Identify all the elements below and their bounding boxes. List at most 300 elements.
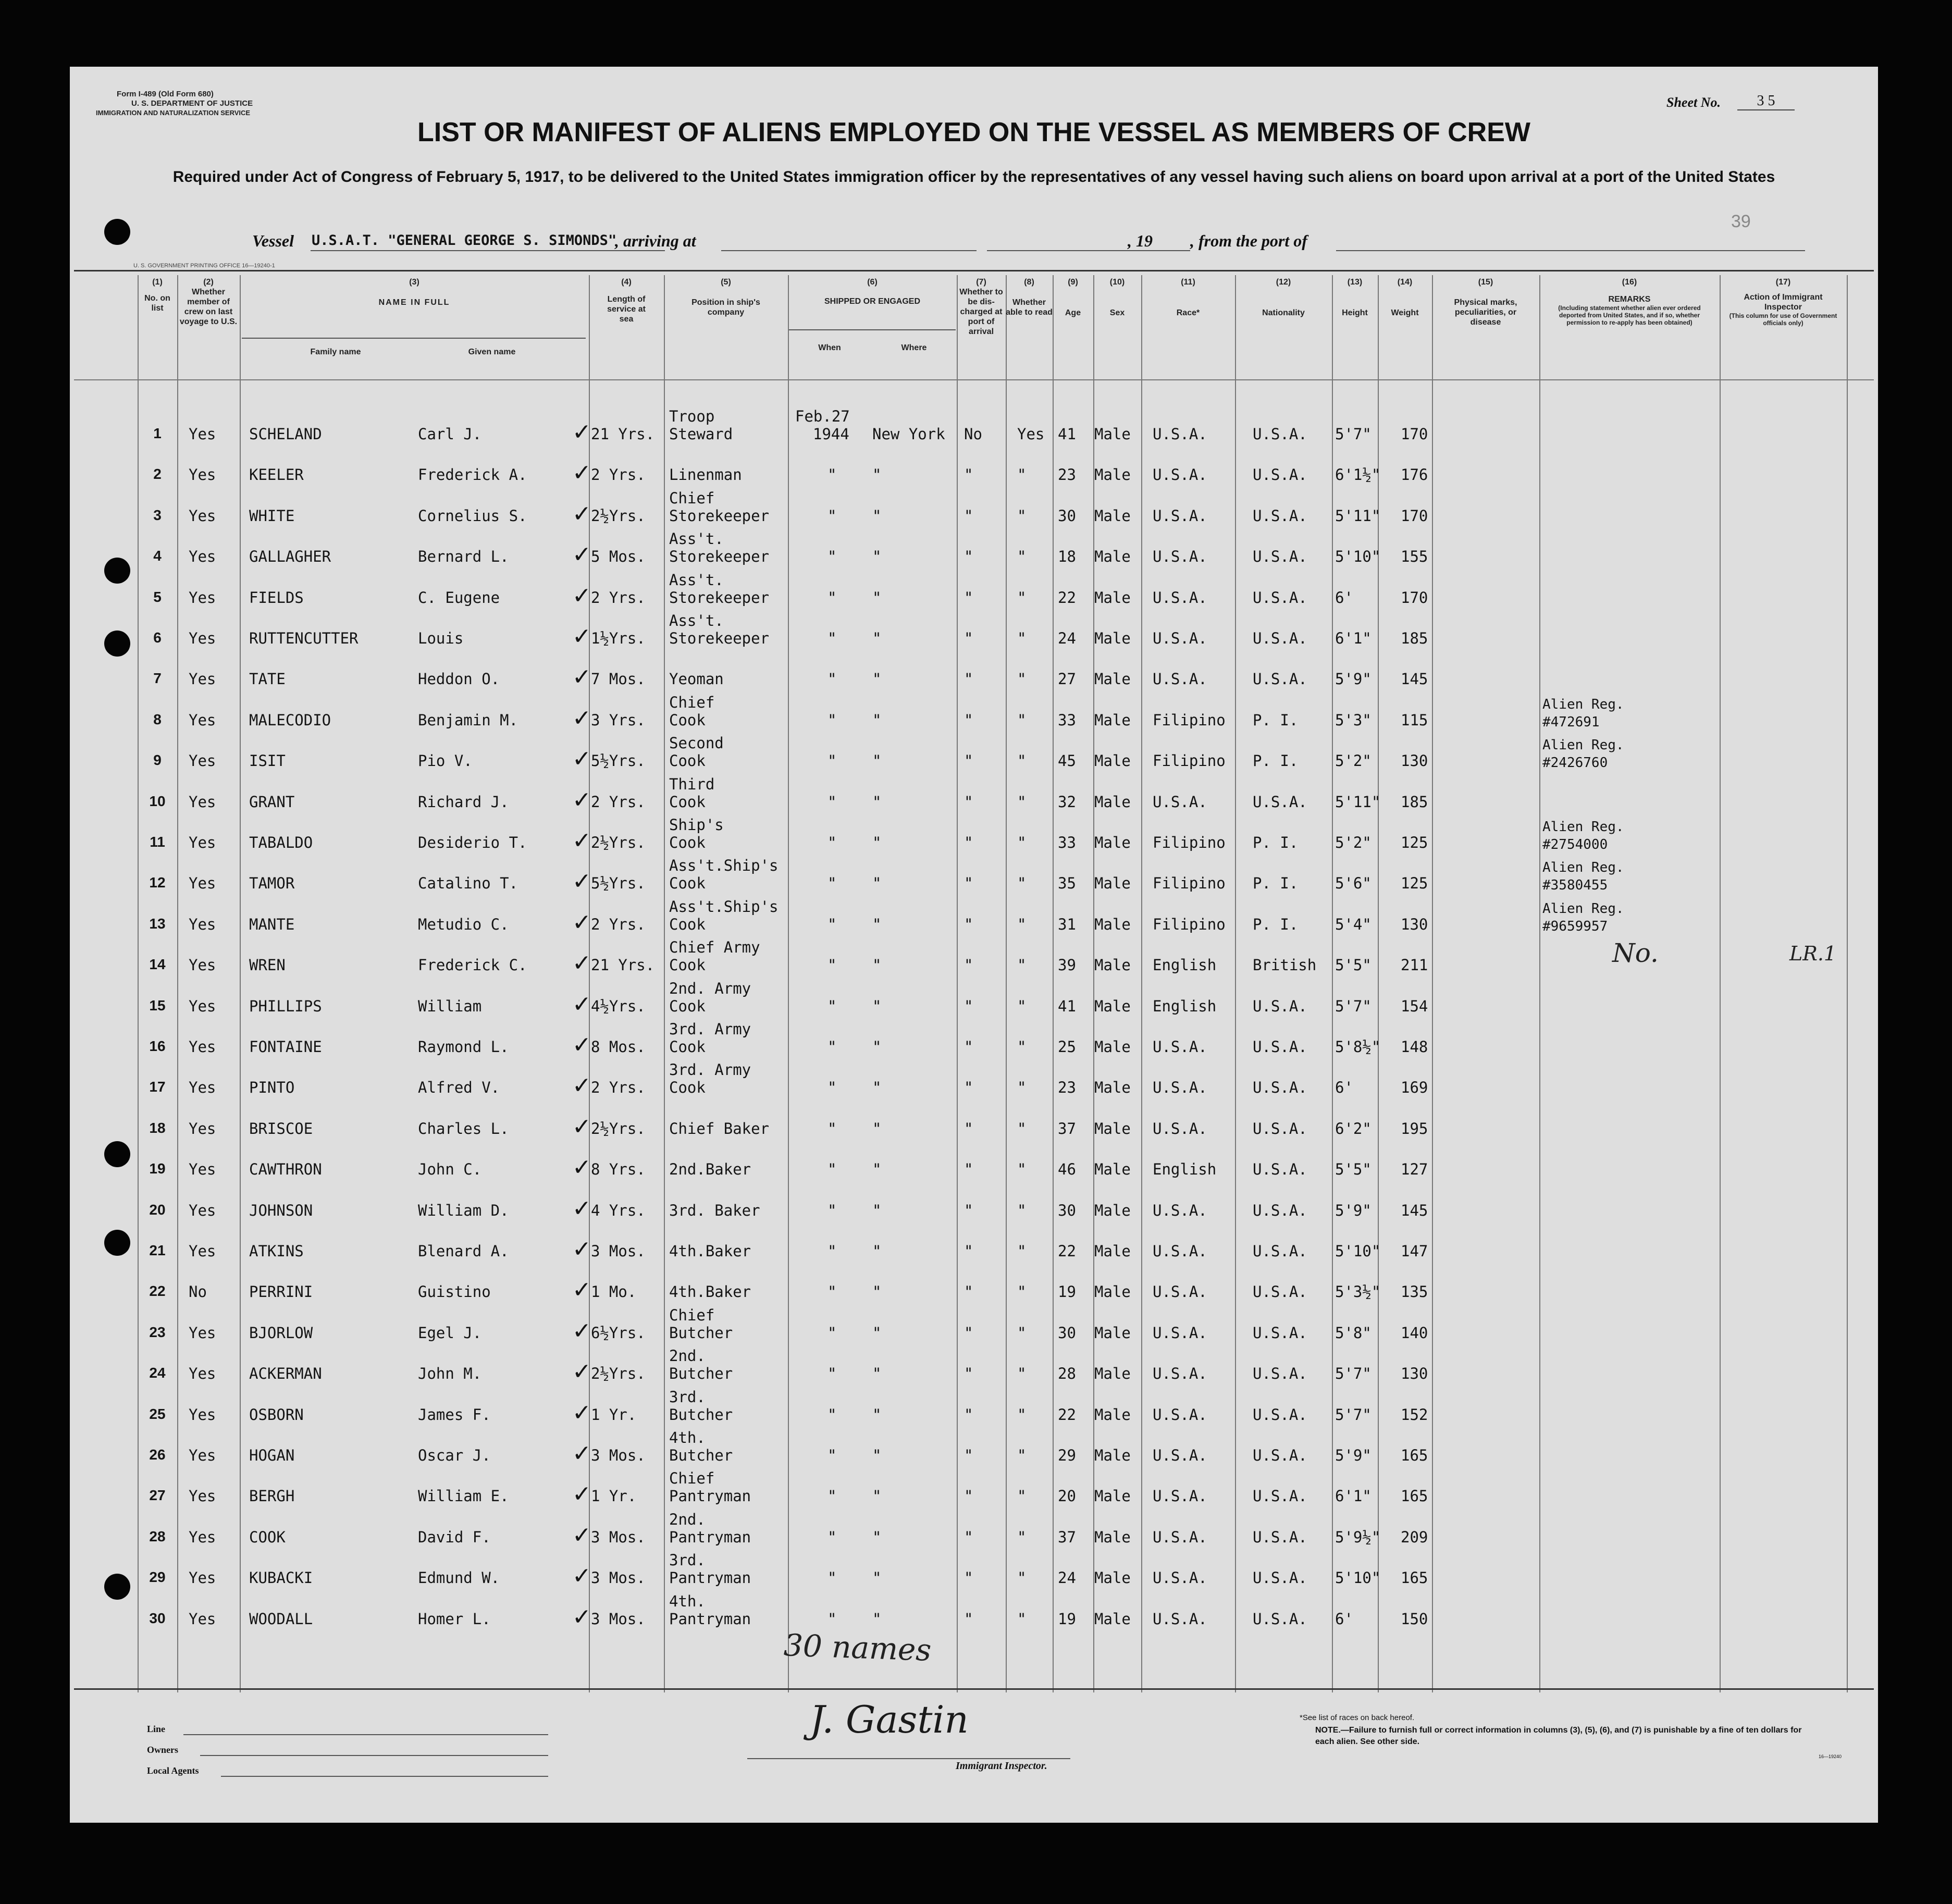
weight: 152 xyxy=(1401,1405,1428,1424)
able-to-read: " xyxy=(1017,1201,1027,1219)
weight: 185 xyxy=(1401,793,1428,811)
family-name: BRISCOE xyxy=(249,1119,313,1138)
table-row xyxy=(70,1238,1878,1279)
able-to-read: " xyxy=(1017,1446,1027,1464)
sex: Male xyxy=(1094,466,1131,484)
row-number: 7 xyxy=(153,670,162,687)
shipped-when xyxy=(827,1283,836,1301)
discharge-status: " xyxy=(964,711,973,729)
race: U.S.A. xyxy=(1153,670,1207,688)
nationality: U.S.A. xyxy=(1253,466,1307,484)
position-line: Cook xyxy=(669,752,706,770)
discharge-status: " xyxy=(964,1365,973,1383)
length-of-service: 2 Yrs. xyxy=(591,793,646,811)
shipped-where: " xyxy=(872,1160,882,1179)
when-line: " xyxy=(827,1365,837,1383)
race: U.S.A. xyxy=(1153,1283,1207,1301)
shipped-when xyxy=(827,1038,836,1056)
length-of-service: 1 Yr. xyxy=(591,1487,637,1505)
weight: 165 xyxy=(1401,1487,1428,1505)
age: 24 xyxy=(1058,629,1076,647)
check-mark-icon: ✓ xyxy=(572,950,591,977)
inspector-signature: J. Gastin xyxy=(810,1698,969,1741)
shipped-where: " xyxy=(872,1569,882,1587)
height: 6'1" xyxy=(1335,1487,1372,1505)
discharge-status: " xyxy=(964,466,973,484)
table-row xyxy=(70,612,1878,666)
binder-hole xyxy=(104,1230,130,1256)
length-of-service: 21 Yrs. xyxy=(591,956,655,974)
shipped-where: " xyxy=(872,506,882,525)
shipped-where: " xyxy=(872,1528,882,1546)
shipped-when xyxy=(827,1528,836,1546)
when-line: " xyxy=(827,874,837,893)
col7-head: (7) Whether to be dis-charged at port of arrival xyxy=(959,278,1003,336)
previous-voyage: Yes xyxy=(189,1487,216,1505)
age: 22 xyxy=(1058,1405,1076,1424)
col15-head: (15) Physical marks, peculiarities, or disease xyxy=(1454,278,1517,327)
table-row xyxy=(70,938,1878,993)
discharge-status: " xyxy=(964,793,973,811)
col12-head: (12) Nationality xyxy=(1262,278,1305,317)
ship-position xyxy=(669,1020,751,1056)
nationality: U.S.A. xyxy=(1253,793,1307,811)
col8-head: (8) Whether able to read xyxy=(1006,278,1053,317)
family-name: PINTO xyxy=(249,1079,295,1097)
races-note: *See list of races on back hereof. xyxy=(1300,1713,1415,1722)
race: U.S.A. xyxy=(1153,506,1207,525)
able-to-read: " xyxy=(1017,1528,1027,1546)
family-name: PERRINI xyxy=(249,1283,313,1301)
height: 5'7" xyxy=(1335,425,1372,443)
weight: 169 xyxy=(1401,1079,1428,1097)
race: U.S.A. xyxy=(1153,1079,1207,1097)
table-row xyxy=(70,1020,1878,1074)
line-underline xyxy=(183,1734,548,1735)
age: 23 xyxy=(1058,1079,1076,1097)
family-name: OSBORN xyxy=(249,1405,304,1424)
family-name: ATKINS xyxy=(249,1242,304,1260)
discharge-status: " xyxy=(964,670,973,688)
race: U.S.A. xyxy=(1153,1487,1207,1505)
race: U.S.A. xyxy=(1153,793,1207,811)
shipped-where: " xyxy=(872,1079,882,1097)
discharge-status: " xyxy=(964,548,973,566)
able-to-read: " xyxy=(1017,588,1027,607)
shipped-where: " xyxy=(872,752,882,770)
check-mark-icon: ✓ xyxy=(572,827,591,854)
shipped-where: " xyxy=(872,588,882,607)
given-name: David F. xyxy=(418,1528,491,1546)
check-mark-icon: ✓ xyxy=(572,460,591,487)
shipped-where: " xyxy=(872,1365,882,1383)
shipped-when xyxy=(827,874,836,892)
position-line: Ass't. xyxy=(669,530,724,548)
able-to-read: Yes xyxy=(1017,425,1045,443)
family-name: CAWTHRON xyxy=(249,1160,322,1179)
sex: Male xyxy=(1094,1079,1131,1097)
position-line: 3rd. Baker xyxy=(669,1201,760,1219)
height: 5'8½" xyxy=(1335,1038,1381,1056)
name-divider xyxy=(242,338,586,339)
height: 5'11" xyxy=(1335,506,1381,525)
ship-position xyxy=(669,1429,733,1464)
position-line: Ass't.Ship's xyxy=(669,857,779,875)
position-line: 4th.Baker xyxy=(669,1283,751,1301)
col14-head: (14) Weight xyxy=(1391,278,1419,317)
height: 5'2" xyxy=(1335,752,1372,770)
shipped-where: " xyxy=(872,793,882,811)
length-of-service: 4 Yrs. xyxy=(591,1201,646,1219)
discharge-status: " xyxy=(964,1569,973,1587)
row-number: 13 xyxy=(149,915,166,932)
when-line: " xyxy=(827,711,837,729)
able-to-read: " xyxy=(1017,548,1027,566)
given-name: Egel J. xyxy=(418,1324,482,1342)
position-line: Storekeeper xyxy=(669,629,770,647)
able-to-read: " xyxy=(1017,1405,1027,1424)
table-row xyxy=(70,1347,1878,1401)
race: English xyxy=(1153,1160,1217,1179)
given-name: Metudio C. xyxy=(418,915,509,933)
row-number: 30 xyxy=(149,1610,166,1626)
position-line: Cook xyxy=(669,1079,706,1097)
sex: Male xyxy=(1094,548,1131,566)
able-to-read: " xyxy=(1017,670,1027,688)
form-code: 16—19240 xyxy=(1819,1754,1842,1759)
weight: 127 xyxy=(1401,1160,1428,1179)
able-to-read: " xyxy=(1017,752,1027,770)
when-line: " xyxy=(827,1160,837,1179)
race: U.S.A. xyxy=(1153,1610,1207,1628)
discharge-status: " xyxy=(964,1610,973,1628)
given-name: C. Eugene xyxy=(418,588,500,607)
weight: 130 xyxy=(1401,752,1428,770)
shipped-where: " xyxy=(872,1446,882,1464)
ship-position xyxy=(669,938,760,974)
age: 31 xyxy=(1058,915,1076,933)
shipped-when xyxy=(827,589,836,607)
discharge-status: " xyxy=(964,874,973,893)
position-line: Cook xyxy=(669,834,706,851)
length-of-service: 2½Yrs. xyxy=(591,1119,646,1138)
age: 23 xyxy=(1058,466,1076,484)
when-line: " xyxy=(827,752,837,770)
previous-voyage: Yes xyxy=(189,506,216,525)
page-title: LIST OR MANIFEST OF ALIENS EMPLOYED ON THE VESSEL AS MEMBERS OF CREW xyxy=(417,117,1530,147)
position-line: Ass't. xyxy=(669,571,724,589)
shipped-where: " xyxy=(872,548,882,566)
height: 5'10" xyxy=(1335,1242,1381,1260)
age: 46 xyxy=(1058,1160,1076,1179)
height: 5'10" xyxy=(1335,548,1381,566)
row-number: 24 xyxy=(149,1365,166,1381)
position-line: 4th. xyxy=(669,1429,706,1446)
row-number: 10 xyxy=(149,793,166,809)
shipped-where: " xyxy=(872,915,882,933)
check-mark-icon: ✓ xyxy=(572,623,591,650)
position-line: 3rd. Army xyxy=(669,1020,751,1038)
position-line: Ass't. xyxy=(669,612,724,629)
weight: 170 xyxy=(1401,425,1428,443)
discharge-status: " xyxy=(964,1038,973,1056)
shipped-when xyxy=(827,1324,836,1342)
ship-position xyxy=(669,1388,733,1424)
nationality: U.S.A. xyxy=(1253,1201,1307,1219)
able-to-read: " xyxy=(1017,629,1027,647)
discharge-status: " xyxy=(964,956,973,974)
given-name: Heddon O. xyxy=(418,670,500,688)
length-of-service: 3 Yrs. xyxy=(591,711,646,729)
position-line: 2nd. xyxy=(669,1347,706,1365)
nationality: British xyxy=(1253,956,1317,974)
family-name: TATE xyxy=(249,670,286,688)
when-line: " xyxy=(827,1283,837,1301)
position-line: Chief xyxy=(669,489,715,507)
sex: Male xyxy=(1094,793,1131,811)
nationality: U.S.A. xyxy=(1253,1405,1307,1424)
race: U.S.A. xyxy=(1153,1119,1207,1138)
length-of-service: 1½Yrs. xyxy=(591,629,646,647)
shipped-when xyxy=(827,629,836,647)
family-name: KEELER xyxy=(249,466,304,484)
ship-position xyxy=(669,1592,751,1628)
col13-head: (13) Height xyxy=(1342,278,1368,317)
when-line: " xyxy=(827,915,837,933)
shipped-when xyxy=(795,407,850,443)
header-rule xyxy=(74,270,1874,271)
sex: Male xyxy=(1094,1242,1131,1260)
given-name: Alfred V. xyxy=(418,1079,500,1097)
given-name-head: Given name xyxy=(468,348,516,356)
col9-head: (9) Age xyxy=(1065,278,1081,317)
able-to-read: " xyxy=(1017,1487,1027,1505)
able-to-read: " xyxy=(1017,1038,1027,1056)
when-line: " xyxy=(827,1324,837,1342)
ship-position xyxy=(669,980,751,1015)
check-mark-icon: ✓ xyxy=(572,909,591,936)
previous-voyage: Yes xyxy=(189,1405,216,1424)
check-mark-icon: ✓ xyxy=(572,1399,591,1426)
nationality: P. I. xyxy=(1253,834,1299,851)
age: 37 xyxy=(1058,1119,1076,1138)
height: 5'7" xyxy=(1335,997,1372,1015)
able-to-read: " xyxy=(1017,1324,1027,1342)
nationality: U.S.A. xyxy=(1253,1079,1307,1097)
shipped-divider xyxy=(789,329,956,330)
sex: Male xyxy=(1094,1160,1131,1179)
race: U.S.A. xyxy=(1153,1528,1207,1546)
age: 45 xyxy=(1058,752,1076,770)
shipped-when xyxy=(827,1242,836,1260)
row-number: 11 xyxy=(150,834,165,850)
length-of-service: 2 Yrs. xyxy=(591,915,646,933)
age: 25 xyxy=(1058,1038,1076,1056)
check-mark-icon: ✓ xyxy=(572,1481,591,1508)
check-mark-icon: ✓ xyxy=(572,1563,591,1590)
shipped-where: " xyxy=(872,466,882,484)
shipped-when xyxy=(827,1610,836,1628)
previous-voyage: Yes xyxy=(189,548,216,566)
check-mark-icon: ✓ xyxy=(572,991,591,1018)
position-line: Pantryman xyxy=(669,1610,751,1628)
position-line: Cook xyxy=(669,1038,706,1056)
height: 5'4" xyxy=(1335,915,1372,933)
given-name: Benjamin M. xyxy=(418,711,518,729)
length-of-service: 1 Mo. xyxy=(591,1283,637,1301)
height: 6'1½" xyxy=(1335,466,1381,484)
length-of-service: 3 Mos. xyxy=(591,1446,646,1464)
height: 5'2" xyxy=(1335,834,1372,851)
position-line: 2nd. xyxy=(669,1510,706,1528)
sex: Male xyxy=(1094,588,1131,607)
length-of-service: 6½Yrs. xyxy=(591,1324,646,1342)
shipped-when xyxy=(827,956,836,974)
sex: Male xyxy=(1094,1365,1131,1383)
weight: 170 xyxy=(1401,506,1428,525)
row-number: 26 xyxy=(149,1446,166,1463)
sheet-label: Sheet No. xyxy=(1666,95,1721,110)
given-name: Louis xyxy=(418,629,464,647)
length-of-service: 5 Mos. xyxy=(591,548,646,566)
ship-position xyxy=(669,530,769,565)
previous-voyage: Yes xyxy=(189,1569,216,1587)
height: 6'2" xyxy=(1335,1119,1372,1138)
weight: 147 xyxy=(1401,1242,1428,1260)
able-to-read: " xyxy=(1017,956,1027,974)
position-line: Chief Baker xyxy=(669,1119,770,1138)
arriving-underline xyxy=(721,250,977,251)
discharge-status: " xyxy=(964,834,973,851)
race: English xyxy=(1153,997,1217,1015)
position-line: Storekeeper xyxy=(669,548,770,566)
height: 5'9" xyxy=(1335,1446,1372,1464)
height: 5'7" xyxy=(1335,1405,1372,1424)
sex: Male xyxy=(1094,956,1131,974)
previous-voyage: Yes xyxy=(189,956,216,974)
length-of-service: 21 Yrs. xyxy=(591,425,655,443)
shipped-where: " xyxy=(872,629,882,647)
height: 6' xyxy=(1335,588,1353,607)
race: U.S.A. xyxy=(1153,1324,1207,1342)
position-line: Cook xyxy=(669,997,706,1015)
table-row xyxy=(70,1469,1878,1524)
family-name: MANTE xyxy=(249,915,295,933)
previous-voyage: Yes xyxy=(189,1201,216,1219)
weight: 176 xyxy=(1401,466,1428,484)
given-name: Pio V. xyxy=(418,752,473,770)
given-name: Desiderio T. xyxy=(418,834,527,851)
check-mark-icon: ✓ xyxy=(572,1358,591,1386)
nationality: U.S.A. xyxy=(1253,588,1307,607)
weight: 125 xyxy=(1401,874,1428,893)
race: U.S.A. xyxy=(1153,588,1207,607)
sex: Male xyxy=(1094,506,1131,525)
able-to-read: " xyxy=(1017,915,1027,933)
check-mark-icon: ✓ xyxy=(572,1317,591,1344)
age: 30 xyxy=(1058,1201,1076,1219)
race: Filipino xyxy=(1153,915,1226,933)
shipped-where: New York xyxy=(872,425,945,443)
printing-office: U. S. GOVERNMENT PRINTING OFFICE 16—19240-1 xyxy=(133,263,275,269)
discharge-status: " xyxy=(964,1487,973,1505)
shipped-where: " xyxy=(872,956,882,974)
length-of-service: 2 Yrs. xyxy=(591,1079,646,1097)
nationality: U.S.A. xyxy=(1253,548,1307,566)
weight: 195 xyxy=(1401,1119,1428,1138)
race: U.S.A. xyxy=(1153,1405,1207,1424)
shipped-where: " xyxy=(872,997,882,1015)
check-mark-icon: ✓ xyxy=(572,1032,591,1058)
nationality: U.S.A. xyxy=(1253,1038,1307,1056)
weight: 145 xyxy=(1401,670,1428,688)
weight: 135 xyxy=(1401,1283,1428,1301)
owners-underline xyxy=(200,1755,548,1756)
family-name: GALLAGHER xyxy=(249,548,331,566)
check-mark-icon: ✓ xyxy=(572,868,591,895)
height: 5'6" xyxy=(1335,874,1372,893)
shipped-when xyxy=(827,1079,836,1096)
weight: 125 xyxy=(1401,834,1428,851)
when-line: " xyxy=(827,588,837,607)
table-row xyxy=(70,1388,1878,1442)
given-name: Cornelius S. xyxy=(418,506,527,525)
race: Filipino xyxy=(1153,711,1226,729)
ship-position xyxy=(669,612,769,647)
able-to-read: " xyxy=(1017,1079,1027,1097)
height: 5'10" xyxy=(1335,1569,1381,1587)
check-mark-icon: ✓ xyxy=(572,1277,591,1304)
nationality: U.S.A. xyxy=(1253,670,1307,688)
shipped-where: " xyxy=(872,1242,882,1260)
length-of-service: 4½Yrs. xyxy=(591,997,646,1015)
height: 5'8" xyxy=(1335,1324,1372,1342)
when-line: " xyxy=(827,670,837,688)
sex: Male xyxy=(1094,1324,1131,1342)
position-line: 3rd. xyxy=(669,1551,706,1569)
race: U.S.A. xyxy=(1153,466,1207,484)
position-line: Chief xyxy=(669,693,715,711)
position-line: Third xyxy=(669,775,715,793)
row-number: 29 xyxy=(149,1569,166,1586)
given-name: Oscar J. xyxy=(418,1446,491,1464)
ship-position xyxy=(669,466,742,484)
weight: 130 xyxy=(1401,915,1428,933)
ship-position xyxy=(669,1061,751,1096)
check-mark-icon: ✓ xyxy=(572,1236,591,1263)
family-name: WOODALL xyxy=(249,1610,313,1628)
row-number: 3 xyxy=(153,506,162,523)
remarks: Alien Reg. #472691 xyxy=(1542,696,1624,730)
previous-voyage: Yes xyxy=(189,752,216,770)
vessel-underline xyxy=(311,250,665,251)
nationality: U.S.A. xyxy=(1253,629,1307,647)
given-name: Carl J. xyxy=(418,425,482,443)
given-name: James F. xyxy=(418,1405,491,1424)
agents-underline xyxy=(221,1776,548,1777)
given-name: William xyxy=(418,997,482,1015)
discharge-status: " xyxy=(964,997,973,1015)
ship-position xyxy=(669,898,779,933)
family-name: MALECODIO xyxy=(249,711,331,729)
age: 24 xyxy=(1058,1569,1076,1587)
position-line: 4th.Baker xyxy=(669,1242,751,1260)
previous-voyage: Yes xyxy=(189,711,216,729)
shipped-when xyxy=(827,916,836,933)
shipped-when xyxy=(827,1160,836,1178)
nationality: U.S.A. xyxy=(1253,1528,1307,1546)
nationality: U.S.A. xyxy=(1253,1365,1307,1383)
